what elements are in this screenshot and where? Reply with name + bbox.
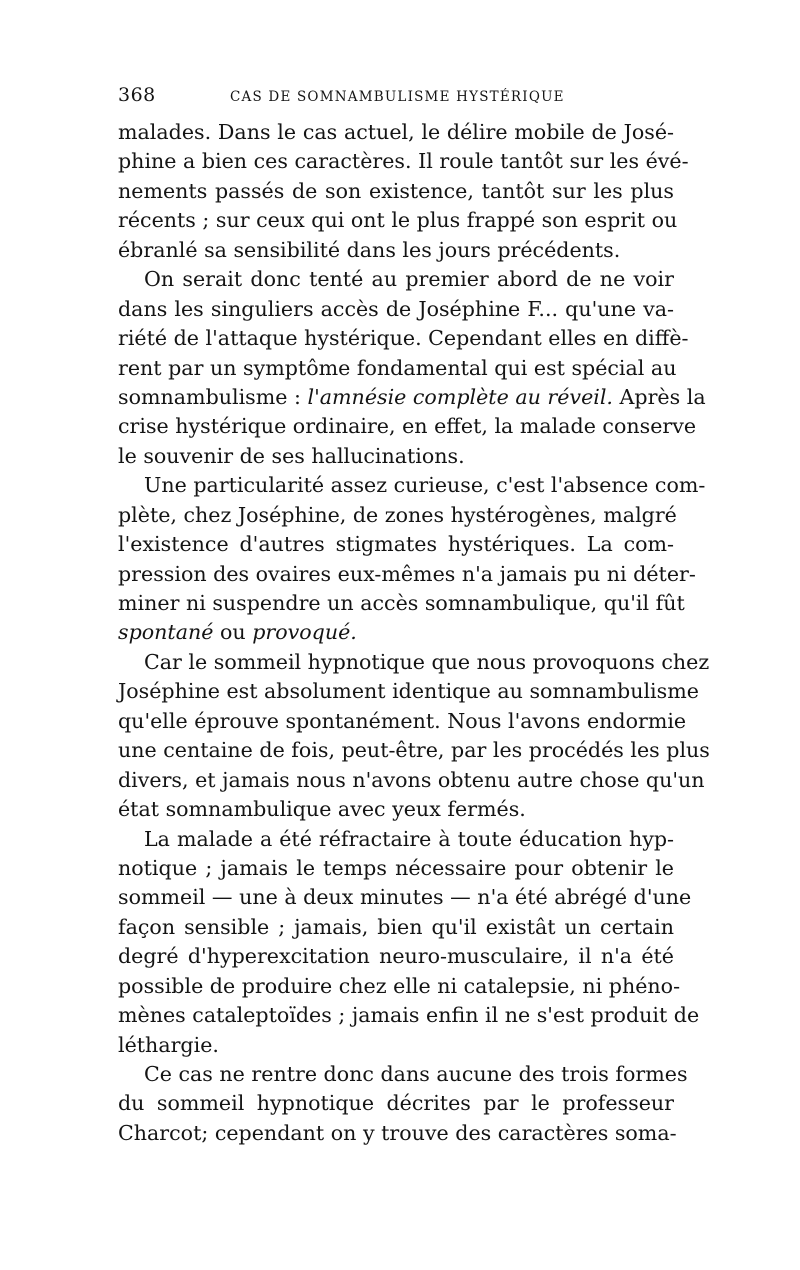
text-line: divers, et jamais nous n'avons obtenu autre chose qu'un	[118, 767, 705, 792]
text-line: phine a bien ces caractères. Il roule tantôt sur les évé-	[118, 149, 689, 174]
text-line: sommeil — une à deux minutes — n'a été abrégé d'une	[118, 885, 692, 910]
text-fragment: somnambulisme :	[118, 384, 308, 409]
text-line: rent par un symptôme fondamental qui est spécial au	[118, 355, 677, 380]
paragraph	[118, 1060, 688, 1148]
text-line: état somnambulique avec yeux fermés.	[118, 797, 526, 822]
emphasis-text: l'amnésie complète au réveil.	[307, 384, 613, 409]
text-line: du sommeil hypnotique décrites par le professeur	[118, 1091, 674, 1116]
text-line: ébranlé sa sensibilité dans les jours précédents.	[118, 237, 621, 262]
text-line: degré d'hyperexcitation neuro-musculaire, il n'a été	[118, 944, 674, 969]
text-line: Une particularité assez curieuse, c'est l'absence com-	[144, 473, 706, 498]
running-title: CAS DE SOMNAMBULISME HYSTÉRIQUE	[230, 89, 565, 105]
text-line: malades. Dans le cas actuel, le délire mobile de José-	[118, 120, 674, 144]
text-line: Charcot; cependant on y trouve des caractères soma-	[118, 1120, 677, 1145]
text-line: possible de produire chez elle ni catalepsie, ni phéno-	[118, 973, 681, 998]
text-line: crise hystérique ordinaire, en effet, la malade conserve	[118, 414, 697, 439]
text-line: dans les singuliers accès de Joséphine F... qu'une va-	[118, 296, 674, 321]
text-line: le souvenir de ses hallucinations.	[118, 443, 465, 468]
text-line: Ce cas ne rentre donc dans aucune des trois formes	[144, 1062, 688, 1086]
body-text	[118, 118, 710, 1148]
text-line: pression des ovaires eux-mêmes n'a jamais pu ni déter-	[118, 561, 696, 586]
paragraph	[118, 118, 689, 265]
text-line: mènes cataleptoïdes ; jamais enfin il ne s'est produit de	[118, 1003, 700, 1028]
paragraph	[118, 265, 706, 471]
text-line: façon sensible ; jamais, bien qu'il existât un certain	[118, 914, 674, 939]
text-line-with-emphasis	[118, 618, 674, 647]
text-line: qu'elle éprouve spontanément. Nous l'avons endormie	[118, 708, 687, 733]
text-line: miner ni suspendre un accès somnambulique, qu'il fût	[118, 591, 685, 615]
text-line: La malade a été réfractaire à toute éducation hyp-	[144, 826, 674, 851]
paragraph	[118, 648, 710, 825]
book-page	[118, 84, 710, 1148]
text-fragment: Après la	[612, 384, 706, 409]
emphasis-text: spontané	[118, 620, 214, 645]
running-head	[118, 84, 674, 118]
text-line: Car le sommeil hypnotique que nous provoquons chez	[144, 649, 710, 674]
text-line: l'existence d'autres stigmates hystériques. La com-	[118, 532, 674, 557]
text-line: récents ; sur ceux qui ont le plus frappé son esprit ou	[118, 208, 678, 233]
text-line: notique ; jamais le temps nécessaire pour obtenir le	[118, 855, 674, 880]
page-number: 368	[118, 84, 156, 106]
paragraph	[118, 471, 706, 648]
text-line-with-emphasis	[118, 383, 706, 412]
text-line: léthargie.	[118, 1032, 219, 1057]
emphasis-text: provoqué.	[252, 620, 357, 645]
text-line: Joséphine est absolument identique au somnambulisme	[118, 679, 699, 704]
paragraph	[118, 825, 700, 1061]
text-fragment: ou	[213, 620, 253, 645]
text-line: On serait donc tenté au premier abord de ne voir	[144, 267, 674, 292]
text-line: plète, chez Joséphine, de zones hystérogènes, malgré	[118, 502, 677, 527]
text-line: une centaine de fois, peut-être, par les procédés les plus	[118, 738, 710, 763]
text-line: riété de l'attaque hystérique. Cependant elles en diffè-	[118, 326, 689, 351]
text-line: nements passés de son existence, tantôt sur les plus	[118, 178, 674, 203]
